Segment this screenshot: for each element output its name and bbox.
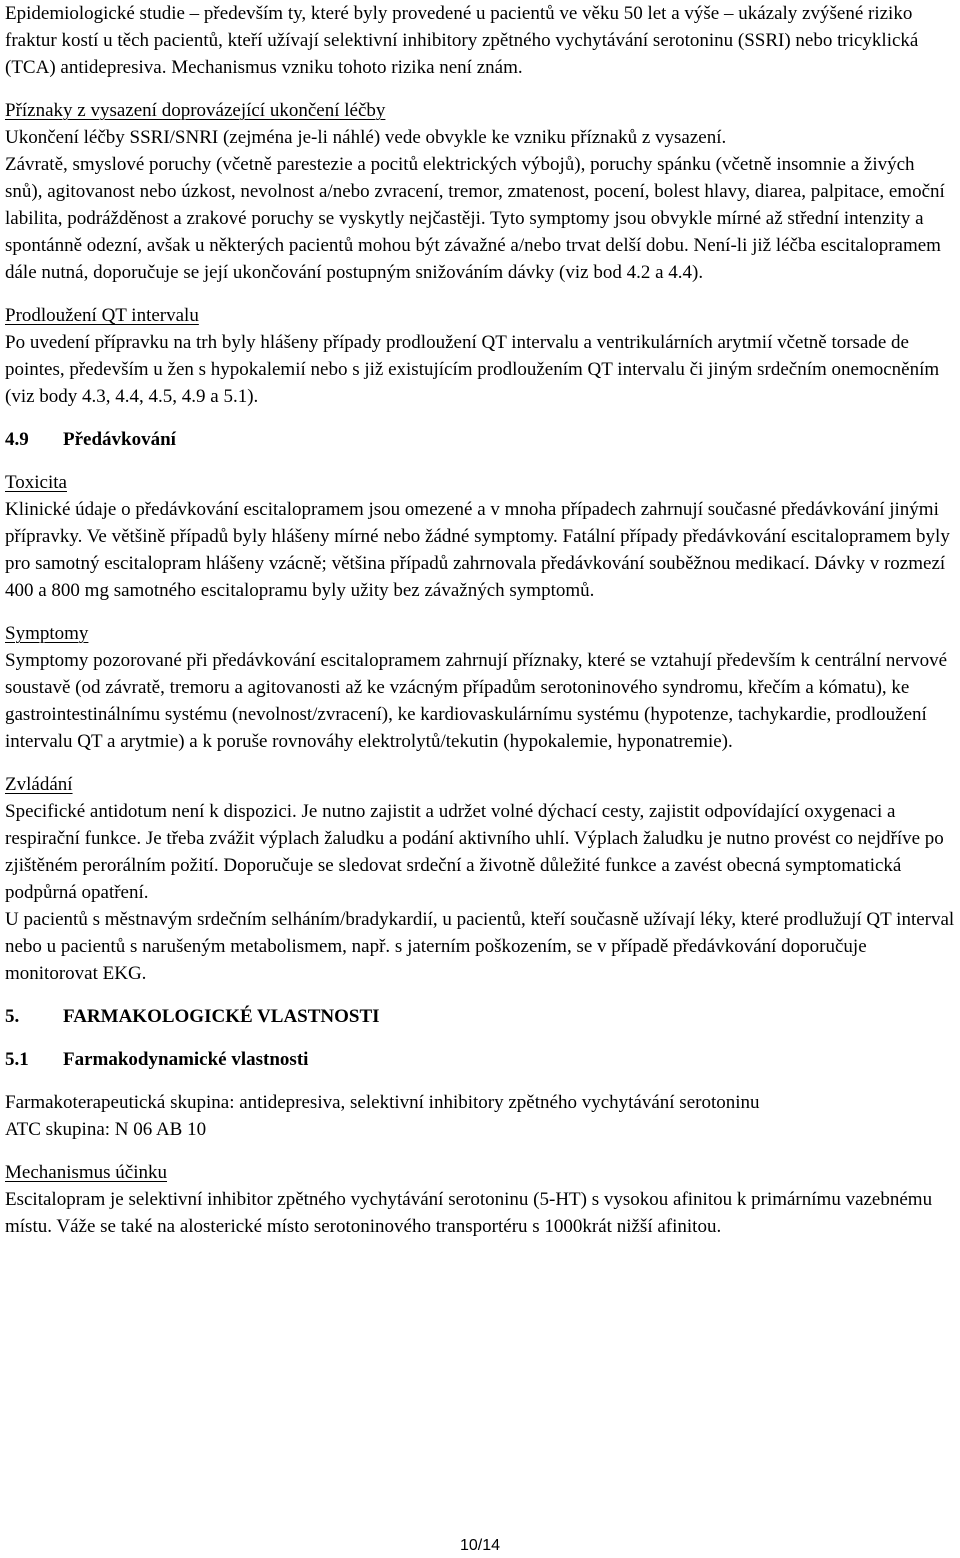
- withdrawal-paragraph-1: Ukončení léčby SSRI/SNRI (zejména je-li náhlé) vede obvykle ke vzniku příznaků z vysazení.: [5, 127, 727, 148]
- section-4-9-heading: [5, 426, 955, 453]
- toxicity-heading: Toxicita: [5, 472, 67, 493]
- management-paragraph-1: Specifické antidotum není k dispozici. Je nutno zajistit a udržet volné dýchací cesty, zajistit odpovídající oxygenaci a respirační funkce. Je třeba zvážit výplach žaludku a podání aktivního uhlí. Výplach žaludku je nutno provést co nejdříve po zjištěném perorálním požití. Doporučuje se sledovat srdeční a životně důležité funkce a zavést obecná symptomatická podpůrná opatření.: [5, 801, 944, 903]
- withdrawal-paragraph-2: Závratě, smyslové poruchy (včetně parestezie a pocitů elektrických výbojů), poruchy spánku (včetně insomnie a živých snů), agitovanost nebo úzkost, nevolnost a/nebo zvracení, tremor, zmatenost, pocení, bolest hlavy, diarea, palpitace, emoční labilita, podrážděnost a zrakové poruchy se vyskytly nejčastěji. Tyto symptomy jsou obvykle mírné až střední intenzity a spontánně odezní, avšak u některých pacientů mohou být závažné a/nebo trvat delší dobu. Není-li již léčba escitalopramem dále nutná, doporučuje se její ukončování postupným snižováním dávky (viz bod 4.2 a 4.4).: [5, 154, 945, 283]
- mechanism-heading: Mechanismus účinku: [5, 1162, 168, 1183]
- pharmacotherapeutic-group: Farmakoterapeutická skupina: antidepresiva, selektivní inhibitory zpětného vychytávání serotoninu: [5, 1092, 760, 1113]
- management-heading: Zvládání: [5, 774, 73, 795]
- toxicity-paragraph: Klinické údaje o předávkování escitalopramem jsou omezené a v mnoha případech zahrnují současné předávkování jinými přípravky. Ve většině případů byly hlášeny mírné nebo žádné symptomy. Fatální případy předávkování escitalopramem byly pro samotný escitalopram hlášeny vzácně; většina případů zahrnovala předávkování souběžnou medikací. Dávky v rozmezí 400 a 800 mg samotného escitalopramu byly užity bez závažných symptomů.: [5, 499, 950, 601]
- section-5-number: 5.: [5, 1006, 20, 1027]
- qt-heading: Prodloužení QT intervalu: [5, 305, 199, 326]
- section-4-9-number: 4.9: [5, 429, 29, 450]
- section-5-1-number: 5.1: [5, 1049, 29, 1070]
- section-5-title: FARMAKOLOGICKÉ VLASTNOSTI: [63, 1006, 380, 1027]
- section-5-1-heading: [5, 1046, 955, 1073]
- atc-code: ATC skupina: N 06 AB 10: [5, 1119, 207, 1140]
- intro-paragraph: Epidemiologické studie – především ty, které byly provedené u pacientů ve věku 50 let a výše – ukázaly zvýšené riziko fraktur kostí u těch pacientů, kteří užívají selektivní inhibitory zpětného vychytávání serotoninu (SSRI) nebo tricyklická (TCA) antidepresiva. Mechanismus vzniku tohoto rizika není znám.: [5, 3, 919, 78]
- mechanism-paragraph: Escitalopram je selektivní inhibitor zpětného vychytávání serotoninu (5-HT) s vysokou afinitou k primárnímu vazebnému místu. Váže se také na alosterické místo serotoninového transportéru s 1000krát nižší afinitou.: [5, 1189, 933, 1237]
- withdrawal-heading: Příznaky z vysazení doprovázející ukončení léčby: [5, 100, 386, 121]
- section-5-1-title: Farmakodynamické vlastnosti: [63, 1049, 309, 1070]
- document-page: [5, 0, 955, 1240]
- symptoms-heading: Symptomy: [5, 623, 89, 644]
- section-4-9-title: Předávkování: [63, 429, 176, 450]
- section-5-heading: [5, 1003, 955, 1030]
- symptoms-paragraph: Symptomy pozorované při předávkování escitalopramem zahrnují příznaky, které se vztahují především k centrální nervové soustavě (od závratě, tremoru a agitovanosti až ke vzácným případům serotoninového syndromu, křečím a kómatu), ke gastrointestinálnímu systému (nevolnost/zvracení), ke kardiovaskulárnímu systému (hypotenze, tachykardie, prodloužení intervalu QT a arytmie) a k poruše rovnováhy elektrolytů/tekutin (hypokalemie, hyponatremie).: [5, 650, 948, 752]
- page-number: 10/14: [459, 1537, 501, 1554]
- management-paragraph-2: U pacientů s městnavým srdečním selháním/bradykardií, u pacientů, kteří současně užívají léky, které prodlužují QT interval nebo u pacientů s narušeným metabolismem, např. s jaterním poškozením, se v případě předávkování doporučuje monitorovat EKG.: [5, 909, 955, 984]
- qt-paragraph: Po uvedení přípravku na trh byly hlášeny případy prodloužení QT intervalu a ventrikulárních arytmií včetně torsade de pointes, především u žen s hypokalemií nebo s již existujícím prodloužením QT intervalu či jiným srdečním onemocněním (viz body 4.3, 4.4, 4.5, 4.9 a 5.1).: [5, 332, 940, 407]
